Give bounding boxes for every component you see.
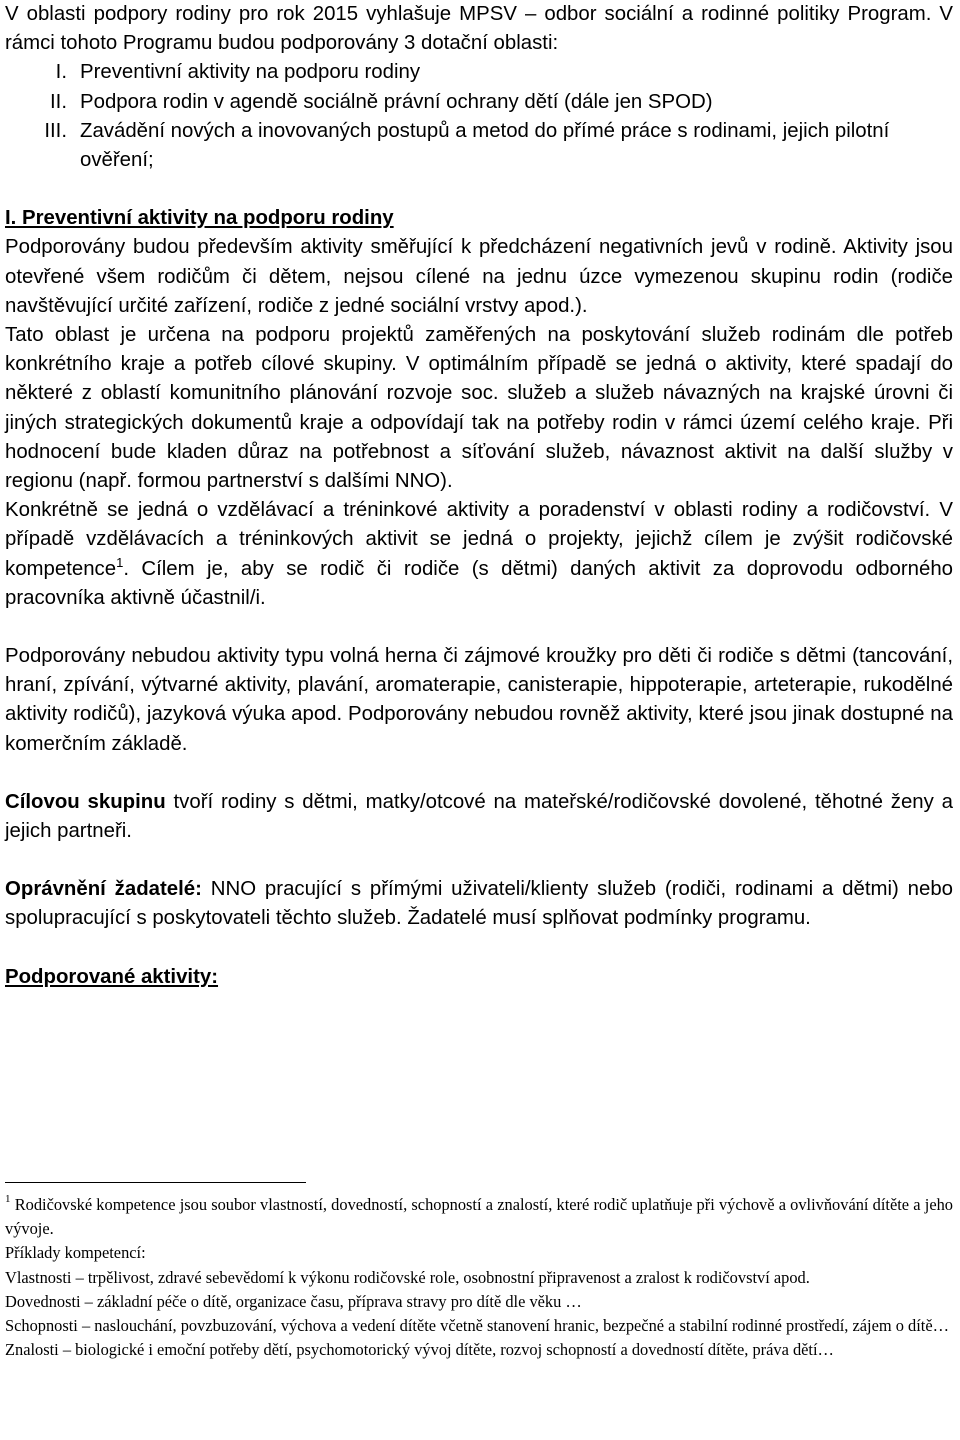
footnote-item: Znalosti – biologické i emoční potřeby dětí, psychomotorický vývoj dítěte, rozvoj schopností a dovedností dítěte, práva dětí…: [5, 1340, 834, 1360]
paragraph-text: Konkrétně se jedná o vzdělávací a tréninkové aktivity a poradenství v oblasti rodiny a rodičovství. V případě vzdělávacích a tréninkových aktivit se jedná o projekty, jejichž cílem je zvýšit rodičovské kompetence: [5, 499, 953, 580]
target-group-text: tvoří rodiny s dětmi, matky/otcové na mateřské/rodičovské dovolené, těhotné ženy a jejich partneři.: [5, 790, 953, 843]
paragraph-text: . Cílem je, aby se rodič či rodiče (s dětmi) daných aktivit za doprovodu odborného pracovníka aktivně účastnil/i.: [5, 557, 953, 609]
list-number: III.: [44, 119, 67, 142]
section-paragraph: Tato oblast je určena na podporu projektů zaměřených na poskytování služeb rodinám dle potřeb konkrétního kraje a potřeb cílové skupiny. V optimálním případě se jedná o aktivity, které spadají do některé z oblastí komunitního plánování rozvoje soc. služeb a služeb návazných na krajské úrovni či jiných strategických dokumentů kraje a odpovídají tak na potřeby rodin v rámci území celého kraje. Při hodnocení bude kladen důraz na potřebnost a síťování služeb, návaznost aktivit na další služby v regionu (např. formou partnerství s dalšími NNO).: [5, 324, 953, 493]
footnote-item: Schopnosti – naslouchání, povzbuzování, výchova a vedení dítěte včetně stanovení hranic, bezpečné a stabilní rodinné prostředí, zájem o dítě…: [5, 1316, 949, 1336]
footnote-mark: 1: [5, 1193, 11, 1205]
not-supported-paragraph: Podporovány nebudou aktivity typu volná herna či zájmové kroužky pro děti či rodiče s dětmi (tancování, hraní, zpívání, výtvarné aktivity, plavání, aromaterapie, canisterapie, hippoterapie, arteterapie, rukodělné aktivity rodičů), jazyková výuka apod. Podporovány nebudou rovněž aktivity, které jsou jinak dostupné na komerčním základě.: [5, 645, 953, 755]
eligible-applicants-label: Oprávnění žadatelé:: [5, 878, 202, 901]
footnote-reference: 1: [116, 554, 124, 570]
list-item-text: Zavádění nových a inovovaných postupů a metod do přímé práce s rodinami, jejich pilotní ověření;: [80, 119, 890, 172]
list-item-text: Podpora rodin v agendě sociálně právní ochrany dětí (dále jen SPOD): [80, 90, 713, 113]
section-heading: I. Preventivní aktivity na podporu rodiny: [5, 207, 394, 230]
list-item: [5, 88, 953, 117]
main-text: [5, 0, 953, 992]
eligible-applicants-paragraph: [5, 875, 953, 933]
target-group-label: Cílovou skupinu: [5, 790, 166, 813]
supported-activities-heading: Podporované aktivity:: [5, 965, 219, 988]
footnote-examples-label: Příklady kompetencí:: [5, 1243, 146, 1263]
eligible-applicants-text: NNO pracující s přímými uživateli/klienty služeb (rodiči, rodinami a dětmi) nebo spolupracující s poskytovateli těchto služeb. Žadatelé musí splňovat podmínky programu.: [5, 878, 953, 930]
section-paragraph: [5, 496, 953, 613]
list-item: [5, 58, 953, 87]
footnote-item: Dovednosti – základní péče o dítě, organizace času, příprava stravy pro dítě dle věku …: [5, 1291, 582, 1311]
intro-paragraph: V oblasti podpory rodiny pro rok 2015 vyhlašuje MPSV – odbor sociální a rodinné politiky Program. V rámci tohoto Programu budou podporovány 3 dotační oblasti:: [5, 3, 953, 55]
grant-areas-list: [5, 58, 953, 175]
list-item-text: Preventivní aktivity na podporu rodiny: [80, 61, 421, 84]
list-number: II.: [50, 90, 67, 113]
list-item: [5, 117, 953, 175]
footnote-item: Vlastnosti – trpělivost, zdravé sebevědomí k výkonu rodičovské role, osobnostní připravenost a zralost k rodičovství apod.: [5, 1267, 810, 1287]
footnote-separator: [5, 1182, 306, 1183]
footnote: [5, 1193, 953, 1241]
target-group-paragraph: [5, 788, 953, 846]
footnotes: [5, 1193, 953, 1362]
section-paragraph: Podporovány budou především aktivity směřující k předcházení negativních jevů v rodině. Aktivity jsou otevřené všem rodičům či dětem, nejsou cílené na jednu úzce vymezenou skupinu rodin (rodiče navštěvující určité zařízení, rodiče z jedné sociální vrstvy apod.).: [5, 236, 953, 317]
list-number: I.: [55, 61, 67, 84]
footnote-text: Rodičovské kompetence jsou soubor vlastností, dovedností, schopností a znalostí, které rodič uplatňuje při výchově a ovlivňování dítěte a jeho vývoje.: [5, 1195, 953, 1239]
